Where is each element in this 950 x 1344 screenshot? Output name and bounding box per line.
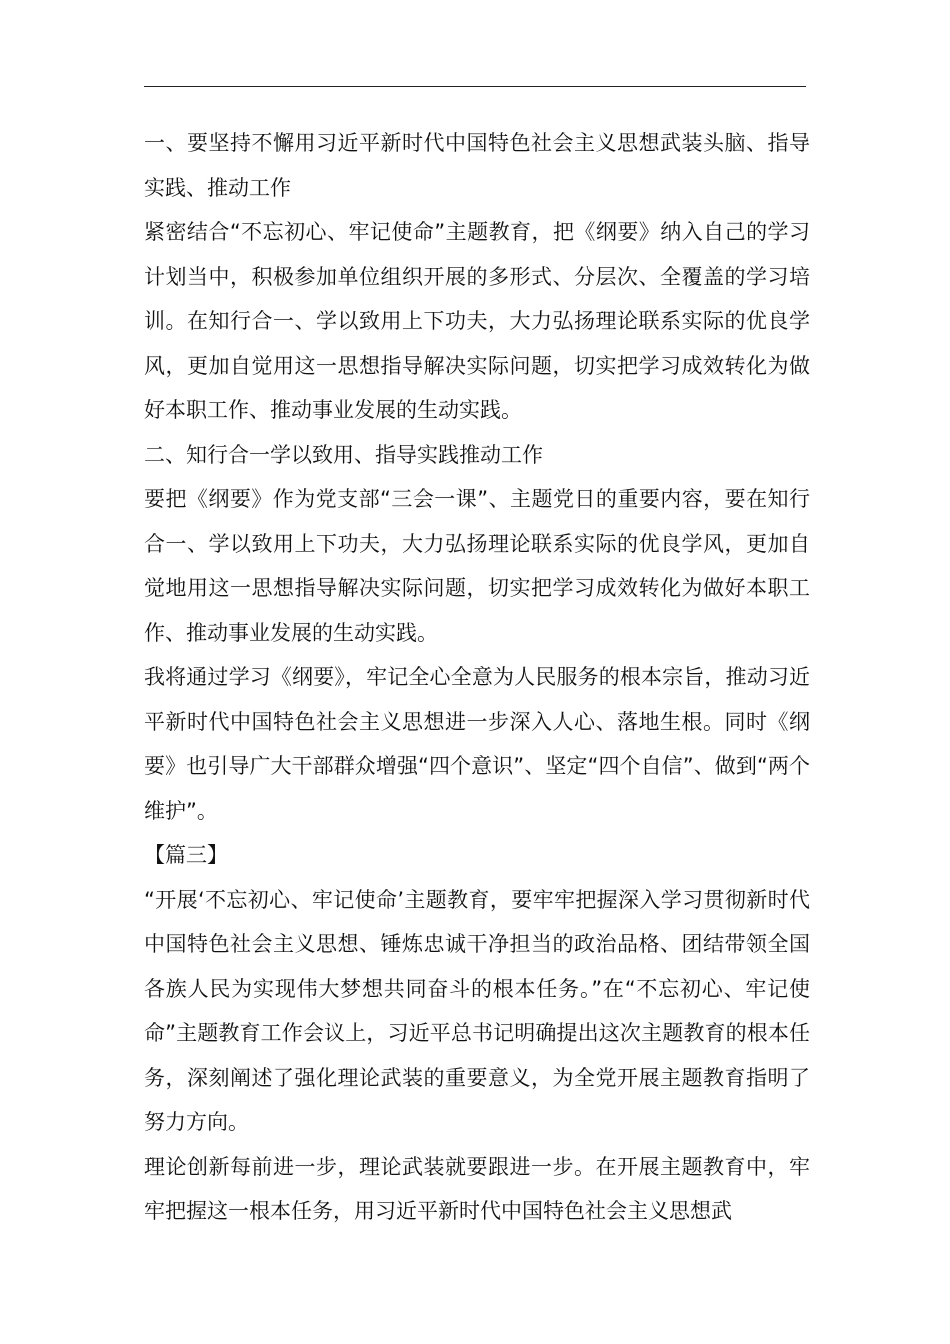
section-heading-1: 一、要坚持不懈用习近平新时代中国特色社会主义思想武装头脑、指导实践、推动工作 <box>144 131 810 200</box>
header-rule <box>144 86 806 87</box>
body-paragraph: “开展‘不忘初心、牢记使命’主题教育，要牢牢把握深入学习贯彻新时代中国特色社会主义思想、锤炼忠诚干净担当的政治品格、团结带领全国各族人民为实现伟大梦想共同奋斗的根本任务。”在“不忘初心、牢记使命”主题教育工作会议上，习近平总书记明确提出这次主题教育的根本任务，深刻阐述了强化理论武装的重要意义，为全党开展主题教育指明了努力方向。 <box>144 887 810 1134</box>
body-paragraph: 理论创新每前进一步，理论武装就要跟进一步。在开展主题教育中，牢牢把握这一根本任务，用习近平新时代中国特色社会主义思想武 <box>144 1154 810 1223</box>
chapter-label: 【篇三】 <box>144 843 228 867</box>
section-heading-2: 二、知行合一学以致用、指导实践推动工作 <box>144 442 543 467</box>
body-paragraph: 要把《纲要》作为党支部“三会一课”、主题党日的重要内容，要在知行合一、学以致用上下功夫，大力弘扬理论联系实际的优良学风，更加自觉地用这一思想指导解决实际问题，切实把学习成效转化为做好本职工作、推动事业发展的生动实践。 <box>144 487 810 645</box>
body-paragraph: 紧密结合“不忘初心、牢记使命”主题教育，把《纲要》纳入自己的学习计划当中，积极参加单位组织开展的多形式、分层次、全覆盖的学习培训。在知行合一、学以致用上下功夫，大力弘扬理论联系实际的优良学风，更加自觉用这一思想指导解决实际问题，切实把学习成效转化为做好本职工作、推动事业发展的生动实践。 <box>144 220 810 422</box>
document-body <box>144 121 810 1234</box>
body-paragraph: 我将通过学习《纲要》，牢记全心全意为人民服务的根本宗旨，推动习近平新时代中国特色社会主义思想进一步深入人心、落地生根。同时《纲要》也引导广大干部群众增强“四个意识”、坚定“四个自信”、做到“两个维护”。 <box>144 665 810 823</box>
